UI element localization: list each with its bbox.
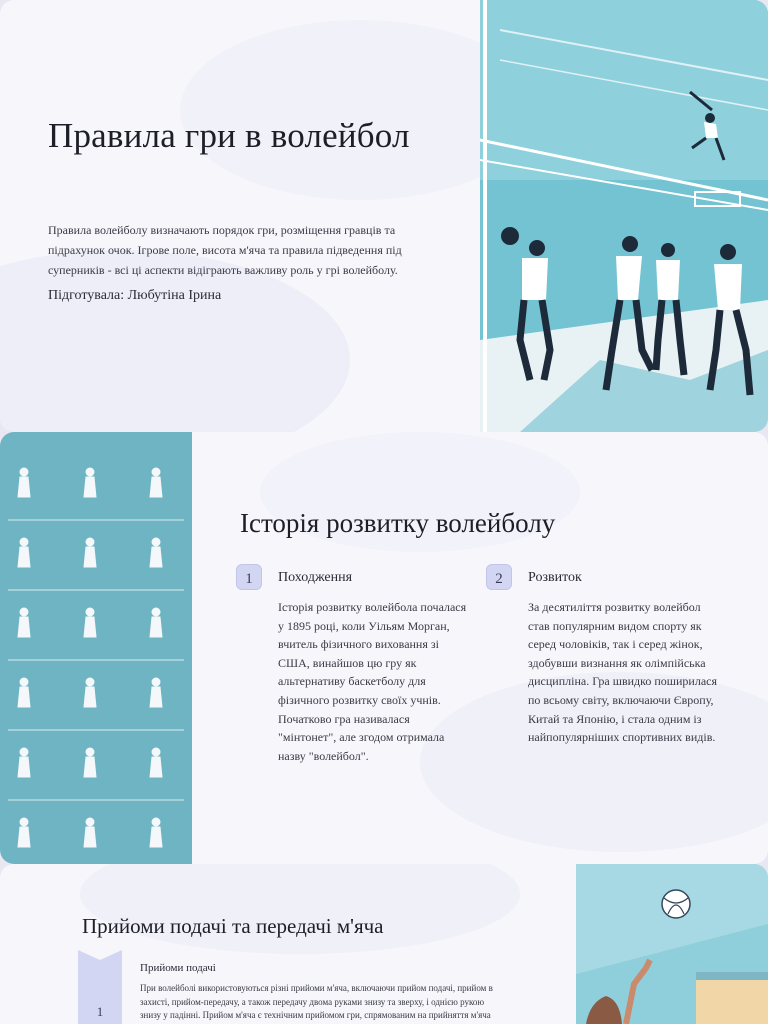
technique-heading: Прийоми подачі (140, 962, 216, 974)
history-title: Історія розвитку волейболу (240, 508, 556, 538)
player-poses-illustration (0, 432, 192, 864)
history-item-text: За десятиліття розвитку волейбол став популярним видом спорту як серед чоловіків, так і серед жінок, здобувши визнання як олімпійська дисципліна. Гра швидко поширилася по всьому світу, включаючи Європу, Китай та Японію, і стала одним із найпопулярніших спортивних видів. (528, 600, 718, 745)
slide-title (0, 0, 768, 432)
slide-techniques (0, 864, 768, 1024)
step-number-badge: 1 (236, 564, 262, 590)
technique-text: При волейболі використовуються різні прийоми м'яча, включаючи прийом подачі, прийом в захисті, прийом-передачу, а також передачу двома руками знизу та зверху, і однією рукою знизу у падінні. Прийом м'яча є технічним прийомом гри, спрямованим на прийняття м'яча (140, 983, 493, 1020)
step-number-badge: 2 (486, 564, 512, 590)
history-item-heading: Походження (278, 570, 353, 585)
history-item-text: Історія розвитку волейбола почалася у 1895 році, коли Уільям Морган, вчитель фізичного виховання зі США, винайшов цю гру як альтернативу баскетболу для фізичного розвитку своїх учнів. Початково гра називалася "мінтонет", але згодом отримала назву "волейбол". (278, 600, 467, 763)
page-title: Правила гри в волейбол (48, 116, 410, 155)
title-description: Правила волейболу визначають порядок гри, розміщення гравців та підрахунок очок. Ігрове поле, висота м'яча та правила підведення під суперників - всі ці аспекти відіграють важливу роль у грі волейболу. (48, 223, 402, 277)
slide-history (0, 432, 768, 864)
techniques-title: Прийоми подачі та передачі м'яча (82, 914, 384, 938)
volleyball-players-illustration (480, 0, 768, 432)
step-number: 1 (96, 1004, 104, 1019)
history-item-heading: Розвиток (528, 570, 582, 585)
author-line: Підготувала: Любутіна Ірина (48, 288, 222, 303)
serve-illustration (576, 864, 768, 1024)
